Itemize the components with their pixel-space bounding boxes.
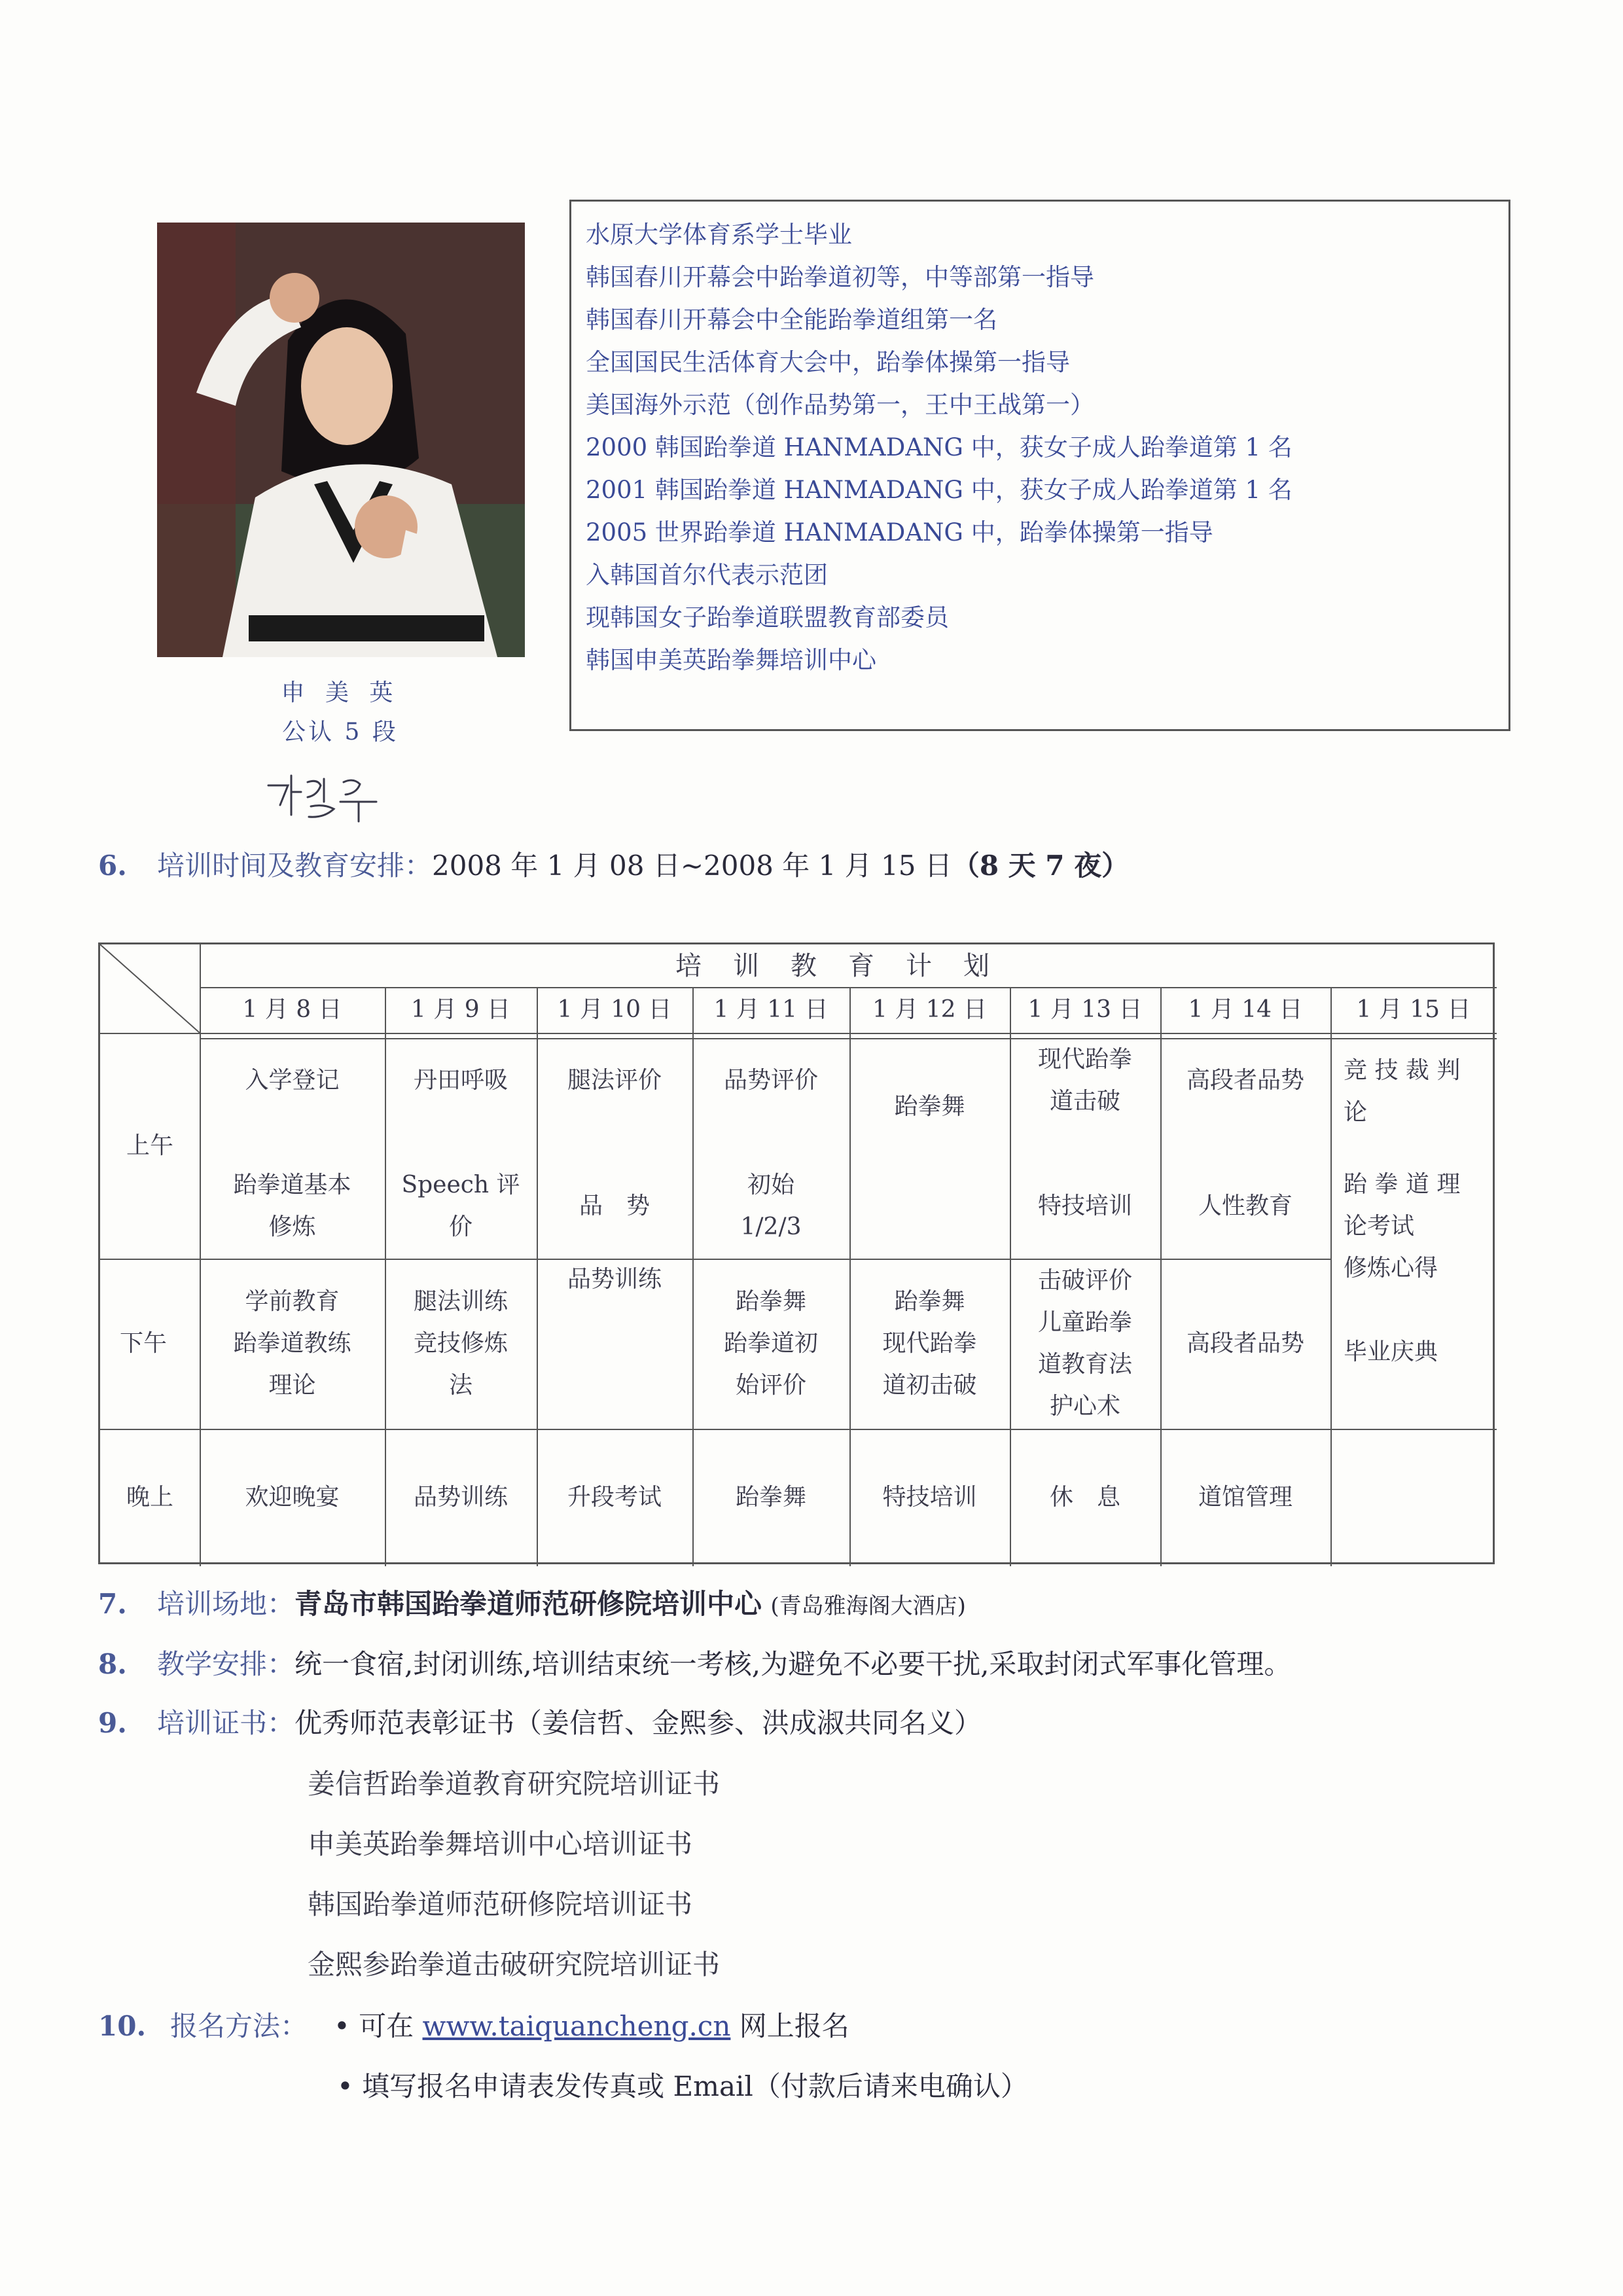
- signup-bullet-2-text: • 填写报名申请表发传真或 Email（付款后请来电确认）: [337, 2070, 1028, 2102]
- section-number: 8.: [98, 1648, 127, 1680]
- section-label: 报名方法：: [170, 2010, 308, 2042]
- bio-line: 2000 韩国跆拳道 HANMADANG 中，获女子成人跆拳道第 1 名: [586, 433, 1293, 461]
- section-10: [98, 2005, 849, 2044]
- evening-activity: 特技培训: [882, 1484, 977, 1511]
- morning-activity-detail: 跆拳道基本 修炼: [233, 1172, 351, 1240]
- date-header: 1 月 12 日: [872, 996, 988, 1023]
- morning-activity: 竞 技 裁 判 论: [1344, 1057, 1461, 1126]
- date-header: 1 月 8 日: [242, 996, 342, 1023]
- bio-line: 韩国春川开幕会中全能跆拳道组第一名: [586, 306, 997, 334]
- section-label: 教学安排：: [157, 1648, 295, 1680]
- evening-activity: 升段考试: [567, 1484, 662, 1511]
- bio-line: 韩国春川开幕会中跆拳道初等，中等部第一指导: [586, 263, 1094, 291]
- certificate-item: 金熙参跆拳道击破研究院培训证书: [308, 1948, 721, 1981]
- profile-rank: 公认 5 段: [282, 719, 399, 745]
- morning-activity-detail: 初始 1/2/3: [740, 1172, 802, 1240]
- afternoon-activity: 跆拳舞 跆拳道初 始评价: [723, 1288, 818, 1399]
- bio-line: 全国国民生活体育大会中，跆拳体操第一指导: [586, 348, 1070, 376]
- row-label-morning: 上午: [126, 1132, 173, 1159]
- signup-bullet-2: [337, 2065, 1028, 2104]
- bio-line: 2001 韩国跆拳道 HANMADANG 中，获女子成人跆拳道第 1 名: [586, 476, 1293, 504]
- signup-bullet-1: • 可在: [334, 2010, 423, 2042]
- afternoon-activity: 击破评价 儿童跆拳 道教育法 护心术: [1037, 1267, 1132, 1420]
- signup-bullet-1-suffix: 网上报名: [730, 2010, 849, 2042]
- section-label: 培训场地：: [157, 1588, 295, 1620]
- evening-activity: 品势训练: [413, 1484, 508, 1511]
- section-number: 7.: [98, 1588, 127, 1620]
- morning-activity: 跆拳舞: [894, 1092, 965, 1120]
- bio-box: [569, 200, 1510, 731]
- date-header: 1 月 14 日: [1188, 996, 1303, 1023]
- bio-line: 入韩国首尔代表示范团: [586, 561, 828, 589]
- bio-line: 2005 世界跆拳道 HANMADANG 中，跆拳体操第一指导: [586, 518, 1213, 547]
- morning-activity: 品势评价: [723, 1066, 818, 1094]
- morning-activity: 高段者品势: [1186, 1066, 1304, 1094]
- date-header: 1 月 9 日: [410, 996, 511, 1023]
- morning-activity-detail: 人性教育: [1198, 1193, 1293, 1219]
- corner-diagonal: [100, 944, 200, 1033]
- section-number: 6.: [98, 850, 127, 882]
- section-label: 培训证书：: [157, 1707, 295, 1739]
- evening-activity: 休 息: [1049, 1484, 1120, 1511]
- profile-photo: [157, 223, 525, 657]
- morning-activity-detail: Speech 评 价: [401, 1172, 520, 1240]
- section-8: [98, 1643, 1291, 1682]
- evening-activity: [1330, 1429, 1497, 1566]
- bio-line: 韩国申美英跆拳舞培训中心: [586, 646, 876, 674]
- bio-line: 水原大学体育系学士毕业: [586, 221, 852, 249]
- morning-activity-detail: 特技培训: [1037, 1193, 1132, 1219]
- date-header: 1 月 13 日: [1027, 996, 1143, 1023]
- handwritten-signature: [262, 766, 386, 825]
- section-6: [98, 844, 1129, 884]
- morning-activity: 丹田呼吸: [413, 1066, 508, 1094]
- afternoon-activity: 腿法训练 竞技修炼 法: [413, 1288, 508, 1399]
- section-value: 青岛市韩国跆拳道师范研修院培训中心: [294, 1588, 762, 1620]
- morning-activity-detail: 品 势: [579, 1193, 650, 1219]
- row-label-afternoon: 下午: [120, 1330, 168, 1357]
- section-number: 9.: [98, 1707, 127, 1739]
- schedule-title: 培训教育计划: [675, 950, 1021, 981]
- date-header: 1 月 11 日: [713, 996, 829, 1023]
- schedule-table: [98, 942, 1495, 1564]
- morning-activity-detail: 跆 拳 道 理 论考试 修炼心得 毕业庆典: [1344, 1171, 1461, 1365]
- morning-activity: 腿法评价: [567, 1066, 662, 1094]
- morning-activity: 入学登记: [245, 1066, 340, 1094]
- afternoon-activity: 跆拳舞 现代跆拳 道初击破: [882, 1288, 977, 1399]
- evening-activity: 道馆管理: [1198, 1484, 1293, 1511]
- bio-line: 美国海外示范（创作品势第一，王中王战第一）: [586, 391, 1094, 419]
- profile-name: 申 美 英: [281, 679, 400, 706]
- afternoon-activity: 学前教育 跆拳道教练 理论: [233, 1288, 351, 1399]
- section-label: 培训时间及教育安排：: [157, 850, 433, 882]
- morning-activity: 现代跆拳 道击破: [1037, 1045, 1132, 1115]
- section-7: [98, 1583, 966, 1622]
- date-header: 1 月 10 日: [557, 996, 672, 1023]
- certificate-item: 申美英跆拳舞培训中心培训证书: [308, 1828, 693, 1860]
- signup-website-link[interactable]: www.taiquancheng.cn: [422, 2010, 731, 2042]
- section-extra: （8 天 7 夜）: [952, 850, 1130, 882]
- section-number: 10.: [98, 2010, 147, 2042]
- evening-activity: 跆拳舞: [735, 1484, 806, 1511]
- section-value: 2008 年 1 月 08 日~2008 年 1 月 15 日: [432, 850, 952, 882]
- section-value: 优秀师范表彰证书（姜信哲、金熙参、洪成淑共同名义）: [294, 1707, 982, 1739]
- date-header: 1 月 15 日: [1356, 996, 1471, 1023]
- bio-line: 现韩国女子跆拳道联盟教育部委员: [586, 603, 949, 632]
- section-note: (青岛雅海阁大酒店): [770, 1593, 966, 1619]
- evening-activity: 欢迎晚宴: [245, 1484, 340, 1511]
- section-9: [98, 1702, 982, 1741]
- certificate-item: 姜信哲跆拳道教育研究院培训证书: [308, 1768, 721, 1800]
- afternoon-activity: 品势训练: [567, 1266, 662, 1293]
- row-label-evening: 晚上: [126, 1484, 173, 1511]
- certificate-item: 韩国跆拳道师范研修院培训证书: [308, 1888, 693, 1920]
- afternoon-activity: 高段者品势: [1186, 1330, 1304, 1357]
- section-value: 统一食宿,封闭训练,培训结束统一考核,为避免不必要干扰,采取封闭式军事化管理。: [294, 1648, 1292, 1680]
